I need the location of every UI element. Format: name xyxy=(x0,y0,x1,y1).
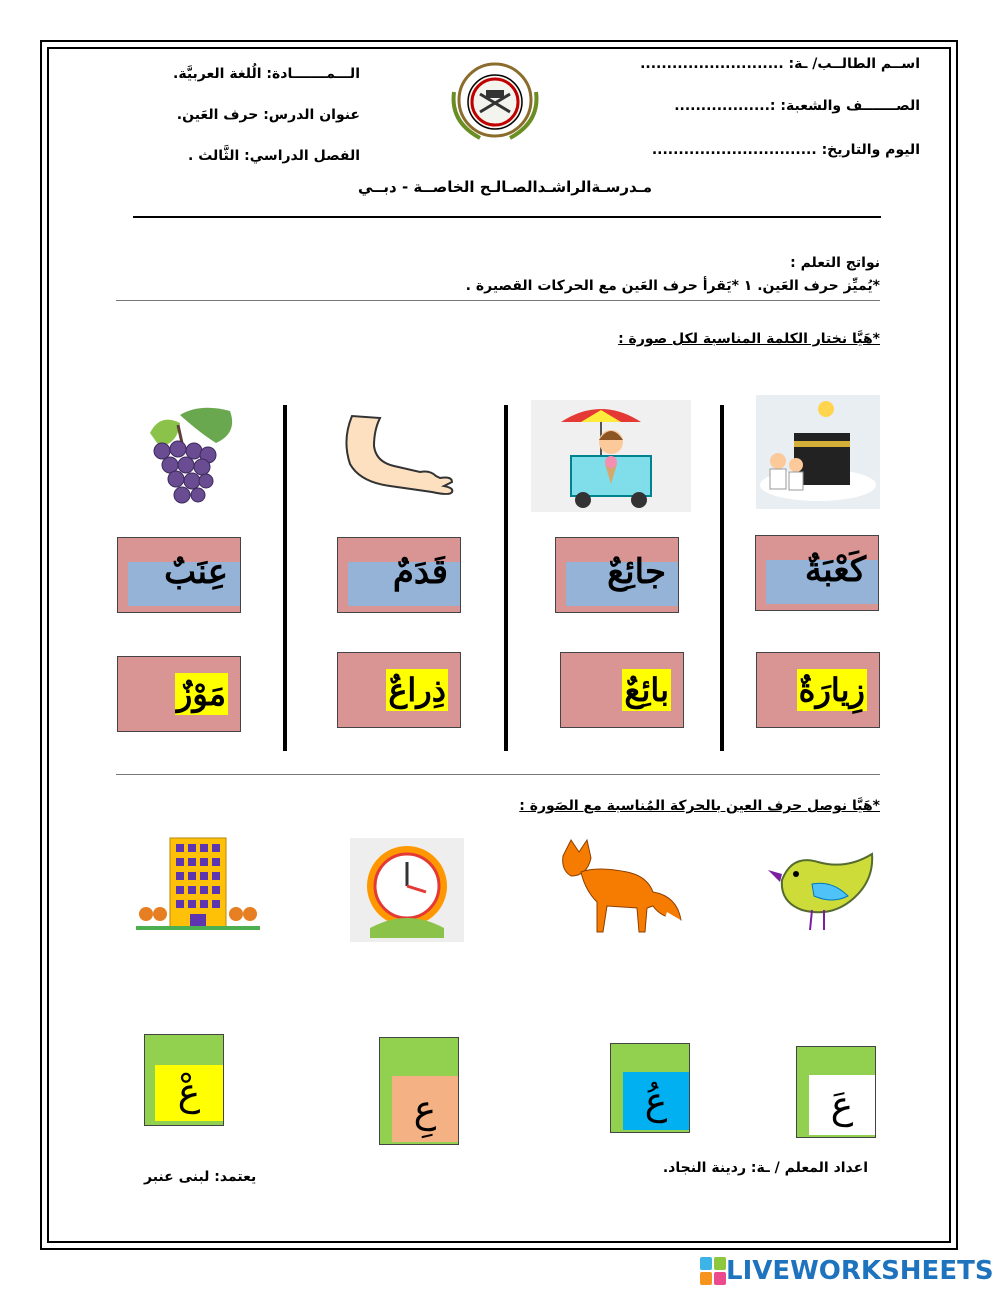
letter-text: عْ xyxy=(155,1065,223,1121)
letter-box-kasra[interactable] xyxy=(379,1037,459,1145)
ice-cream-vendor-image xyxy=(531,400,691,512)
approved-by: يعتمد: لبنى عنبر xyxy=(144,1169,257,1185)
header-divider xyxy=(133,216,881,218)
letter-box-damma[interactable] xyxy=(610,1043,690,1133)
lesson-title: عنوان الدرس: حرف العَين. xyxy=(176,107,360,123)
word-option-kaaba-a[interactable] xyxy=(755,535,879,611)
outcomes-items: *يُميِّز حرف العَين. ١ *يَقرأ حرف العَين مع الحركات القصيرة . xyxy=(465,278,880,294)
word-text: مَوْزٌ xyxy=(176,675,226,713)
word-option-grapes-a[interactable] xyxy=(117,537,241,613)
letter-text: عَ xyxy=(809,1075,875,1135)
subject-label: الـــمـــــــادة: الُلغة العربيَّة. xyxy=(173,66,360,82)
liveworksheets-icon xyxy=(700,1257,726,1285)
letter-box-sukun[interactable] xyxy=(144,1034,224,1126)
class-section-field[interactable]: الصـــــــف والشعبة: :.................. xyxy=(674,98,920,114)
word-text: زِيارَةٌ xyxy=(798,671,865,709)
column-separator-2 xyxy=(504,405,508,751)
grapes-image xyxy=(120,403,244,515)
word-option-arm-b[interactable] xyxy=(337,652,461,728)
section-divider xyxy=(116,774,880,775)
school-seal-logo xyxy=(440,52,550,142)
outcomes-title: نواتج التعلم : xyxy=(790,255,880,271)
section1-instruction: *هَيَّا نختار الكلمة المناسبة لكل صورة : xyxy=(618,331,880,347)
liveworksheets-brand: LIVEWORKSHEETS xyxy=(726,1256,994,1286)
letter-text: عُ xyxy=(623,1072,689,1130)
word-option-grapes-b[interactable] xyxy=(117,656,241,732)
building-image xyxy=(136,836,260,934)
word-option-vendor-a[interactable] xyxy=(555,537,679,613)
kaaba-image xyxy=(756,395,880,509)
liveworksheets-logo[interactable] xyxy=(700,1255,994,1287)
word-text: جائِعٌ xyxy=(607,552,666,592)
bird-image xyxy=(762,840,882,936)
letter-box-fatha[interactable] xyxy=(796,1046,876,1138)
word-text: قَدَمٌ xyxy=(392,552,448,592)
prepared-by: اعداد المعلم / ـة: ردينة النجاد. xyxy=(662,1160,868,1176)
section2-instruction: *هَيَّا نوصل حرف العين بالحركة المُناسبة مع الصَورة : xyxy=(519,798,880,814)
word-text: بائِعٌ xyxy=(624,671,669,709)
school-name: مـدرسـةالراشـدالصـالـح الخاصــة - دبــي xyxy=(358,178,653,196)
date-field[interactable]: اليوم والتاريخ: ............................... xyxy=(651,142,920,158)
fox-image xyxy=(557,836,683,936)
semester-label: الفصل الدراسي: الثَّالث . xyxy=(188,148,360,164)
word-option-kaaba-b[interactable] xyxy=(756,652,880,728)
outcomes-divider xyxy=(116,300,880,301)
student-name-field[interactable]: اســم الطالــب/ ـة: ........................... xyxy=(640,56,920,72)
word-option-arm-a[interactable] xyxy=(337,537,461,613)
word-text: عِنَبٌ xyxy=(164,552,228,592)
letter-text: عِ xyxy=(392,1076,458,1142)
clock-image xyxy=(350,838,464,942)
arm-image xyxy=(340,410,460,510)
column-separator-1 xyxy=(283,405,287,751)
word-text: ذِراعٌ xyxy=(388,671,446,709)
column-separator-3 xyxy=(720,405,724,751)
word-text: كَعْبَةٌ xyxy=(804,550,866,590)
word-option-vendor-b[interactable] xyxy=(560,652,684,728)
